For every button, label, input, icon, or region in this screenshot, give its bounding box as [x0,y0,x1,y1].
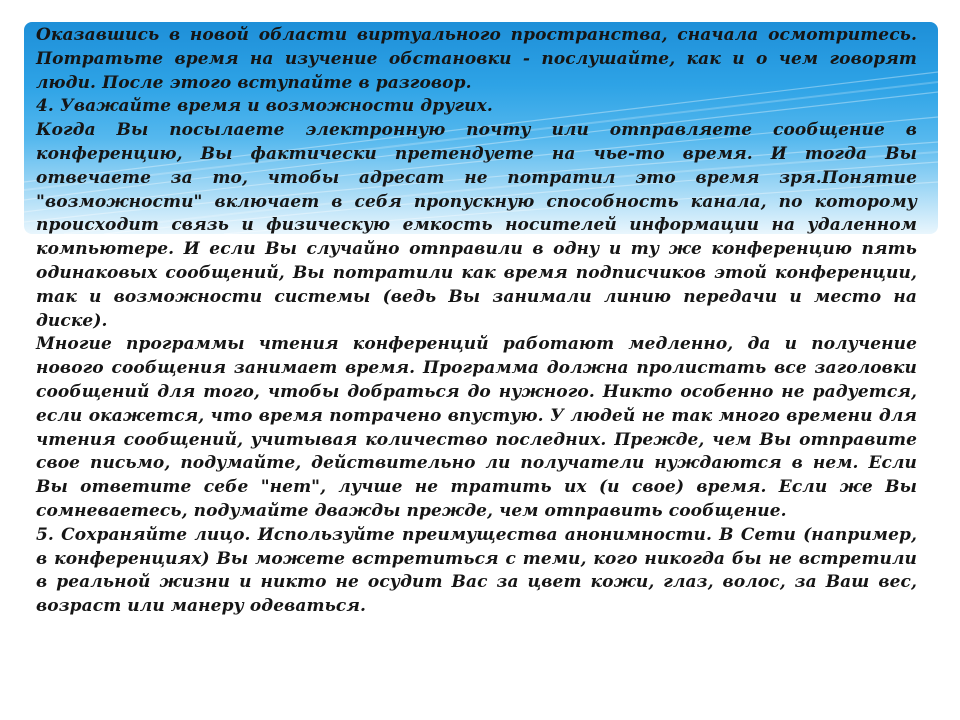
rule-5-paragraph: 5. Сохраняйте лицо. Используйте преимущества анонимности. В Сети (например, в конференциях) Вы можете встретиться с теми, кого никогда бы не встретили в реальной жизни и никто не осудит Вас за цвет кожи, глаз, волос, за Ваш вес, возраст или манеру одеваться. [36,524,917,617]
slide-body-text [36,24,917,619]
rule-4-heading: 4. Уважайте время и возможности других. [36,96,493,117]
paragraph-email-time: Когда Вы посылаете электронную почту или отправляете сообщение в конференцию, Вы фактически претендуете на чье-то время. И тогда Вы отвечаете за то, чтобы адресат не потратил это время зря.Понятие "возможности" включает в себя пропускную способность канала, по которому происходит связь и физическую емкость носителей информации на удаленном компьютере. И если Вы случайно отправили в одну и ту же конференцию пять одинаковых сообщений, Вы потратили как время подписчиков этой конференции, так и возможности системы (ведь Вы занимали линию передачи и место на диске). [36,120,917,331]
paragraph-intro: Оказавшись в новой области виртуального пространства, сначала осмотритесь. Потратьте время на изучение обстановки - послушайте, как и о чем говорят люди. После этого вступайте в разговор. [36,25,917,93]
paragraph-reader-programs: Многие программы чтения конференций работают медленно, да и получение нового сообщения занимает время. Программа должна пролистать все заголовки сообщений для того, чтобы добраться до нужного. Никто особенно не радуется, если окажется, что время потрачено впустую. У людей не так много времени для чтения сообщений, учитывая количество последних. Прежде, чем Вы отправите свое письмо, подумайте, действительно ли получатели нуждаются в нем. Если Вы ответите себе "нет", лучше не тратить их (и свое) время. Если же Вы сомневаетесь, подумайте дважды прежде, чем отправить сообщение. [36,334,917,521]
